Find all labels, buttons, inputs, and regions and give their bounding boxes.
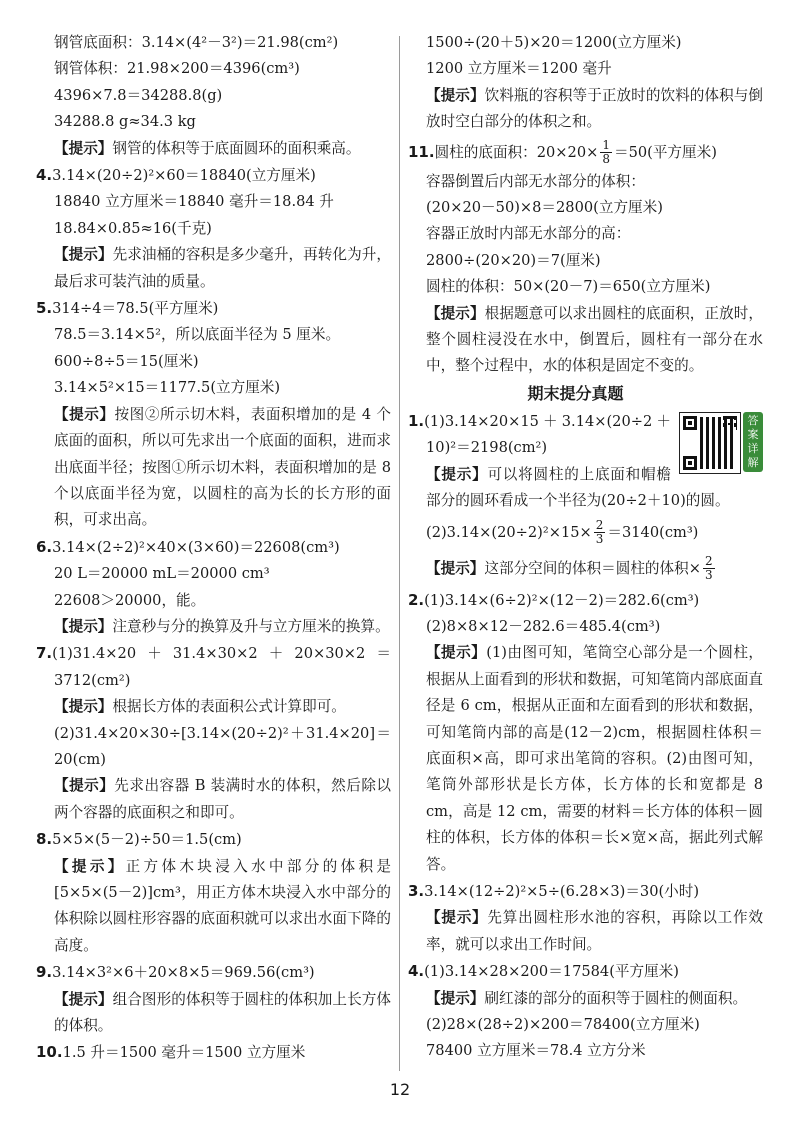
answer-line: 1.5 升＝1500 毫升＝1500 立方厘米 [62,1044,306,1062]
qr-code-icon [679,412,741,474]
hint-label: 【提示】 [426,909,488,927]
answer-line: 容器正放时内部无水部分的高： [426,225,631,243]
hint-text: 这部分空间的体积＝圆柱的体积× [484,559,701,577]
answer-line: 1500÷(20＋5)×20＝1200(立方厘米) [426,34,682,51]
right-column [408,30,763,1065]
hint-label: 【提示】 [54,617,113,635]
page-number: 12 [389,1080,411,1099]
hint-text: 刷红漆的部分的面积等于圆柱的侧面积。 [484,989,748,1007]
hint-text: 先算出圆柱形水池的容积，再除以工作效率，就可以求出工作时间。 [426,909,763,953]
hint-label: 【提示】 [426,644,487,662]
hint-text: 先求出容器 B 装满时水的体积，然后除以两个容器的底面积之和即可。 [54,777,391,821]
hint-paragraph [408,986,763,1012]
answer-line: 22608＞20000，能。 [54,591,206,609]
question-number: 6. [36,537,53,556]
hint-paragraph [36,694,391,720]
question-number: 4. [408,962,425,981]
question-number: 4. [36,166,53,185]
hint-text: 根据长方体的表面积公式计算即可。 [112,698,346,716]
hint-paragraph [408,301,763,380]
question-number: 11. [408,142,435,161]
fraction: $\frac{2}{3}$ [595,518,604,546]
answer-line: 78400 立方厘米＝78.4 立方分米 [426,1042,646,1060]
question-number: 7. [36,644,53,663]
answer-line: (1)3.14×28×200＝17584(平方厘米) [424,963,679,981]
question-number: 2. [408,590,425,609]
answer-line: (1)3.14×(6÷2)²×(12－2)＝282.6(cm³) [424,591,700,609]
hint-text: (1)由图可知，笔筒空心部分是一个圆柱，根据从上面看到的形状和数据，可知笔筒内部底面直径是 6 cm，根据从正面和左面看到的形状和数据，可知笔筒内部的高是(12－2)cm，根据圆柱体积＝底面积×高，即可求出笔筒的容积。(2)由图可知，笔筒外部形状是长方体，长方体的长和宽都是 8 cm，高是 12 cm，需要的材料＝长方体的体积－圆柱的体积，长方体的体积＝长×宽×高，据此列式解答。 [426,644,763,873]
fraction: $\frac{1}{8}$ [602,138,610,167]
answer-line: 圆柱的体积：50×(20－7)＝650(立方厘米) [426,278,711,296]
answer-line: (2)31.4×20×30÷[3.14×(20÷2)²＋31.4×20]＝20(cm) [54,724,391,768]
answer-line: (2)28×(28÷2)×200＝78400(立方厘米) [426,1016,700,1033]
answer-line: (2)8×8×12－282.6＝485.4(cm³) [426,617,661,635]
hint-paragraph [36,242,391,295]
question-number: 1. [408,411,425,430]
answer-line: 5×5×(5－2)÷50＝1.5(cm) [52,831,242,849]
hint-text: 正方体木块浸入水中部分的体积是[5×5×(5－2)]cm³，用正方体木块浸入水中部分的体积除以圆柱形容器的底面积就可以求出水面下降的高度。 [54,857,391,954]
answer-line: 78.5＝3.14×5²，所以底面半径为 5 厘米。 [54,326,341,344]
answer-line: 18840 立方厘米＝18840 毫升＝18.84 升 [54,193,334,211]
answer-line: 钢管底面积：3.14×(4²－3²)＝21.98(cm²) [54,34,339,51]
hint-text: 钢管的体积等于底面圆环的面积乘高。 [112,139,361,157]
hint-label: 【提示】 [426,465,488,483]
hint-text: 按图②所示切木料，表面积增加的是 4 个底面的面积，所以可先求出一个底面的面积，进而求出底面半径；按图①所示切木料，表面积增加的是 8 个以底面半径为宽，以圆柱的高为长的长方形的面积，可求出高。 [54,405,391,529]
answer-line: 314÷4＝78.5(平方厘米) [52,300,219,318]
answer-line: 钢管体积：21.98×200＝4396(cm³) [54,60,300,78]
answer-line: (1)31.4×20＋31.4×30×2＋20×30×2＝3712(cm²) [52,645,391,689]
answer-line: 600÷8÷5＝15(厘米) [54,352,199,370]
answer-detail-badge: 答 案 详 解 [743,412,763,472]
hint-label: 【提示】 [54,990,113,1008]
question-number: 10. [36,1043,63,1062]
hint-label: 【提示】 [426,86,485,104]
hint-label: 【提示】 [54,857,126,875]
section-title: 期末提分真题 [527,383,624,403]
hint-paragraph [36,987,391,1040]
answer-line: 3.14×(2÷2)²×40×(3×60)＝22608(cm³) [52,538,340,556]
hint-text: 注意秒与分的换算及升与立方厘米的换算。 [112,617,390,635]
answer-line: 2800÷(20×20)＝7(厘米) [426,251,601,269]
answer-line: 4396×7.8＝34288.8(g) [54,86,223,104]
hint-label: 【提示】 [54,139,113,157]
answer-line: 3.14×(12÷2)²×5÷(6.28×3)＝30(小时) [424,882,700,900]
hint-label: 【提示】 [426,989,485,1007]
hint-label: 【提示】 [54,246,113,264]
hint-text: 根据题意可以求出圆柱的底面积，正放时，整个圆柱浸没在水中，倒置后，圆柱有一部分在水中，整个过程中，水的体积是固定不变的。 [426,304,763,375]
question-number: 5. [36,299,53,318]
left-column [36,30,391,1067]
answer-line: (20×20－50)×8＝2800(立方厘米) [426,199,663,217]
answer-line: 圆柱的底面积：20×20× [434,143,599,161]
answer-line: ＝50(平方厘米) [613,143,717,161]
hint-label: 【提示】 [54,405,115,423]
hint-paragraph [408,83,763,136]
question-number: 9. [36,963,53,982]
answer-line: 3.14×(20÷2)²×60＝18840(立方厘米) [52,167,316,185]
answer-line: 20 L＝20000 mL＝20000 cm³ [54,565,270,583]
answer-line: 3.14×5²×15＝1177.5(立方厘米) [54,379,281,397]
hint-paragraph [36,773,391,826]
column-divider [399,36,400,1071]
hint-text: 组合图形的体积等于圆柱的体积加上长方体的体积。 [54,990,391,1035]
hint-paragraph [408,905,763,958]
hint-label: 【提示】 [54,698,113,716]
hint-label: 【提示】 [426,559,485,577]
answer-line: 34288.8 g≈34.3 kg [54,113,196,131]
hint-paragraph [408,551,763,587]
answer-line: 18.84×0.85≈16(千克) [54,219,212,237]
answer-line: (2)3.14×(20÷2)²×15× [426,523,592,541]
fraction: $\frac{2}{3}$ [704,554,713,582]
hint-text: 饮料瓶的容积等于正放时的饮料的体积与倒放时空白部分的体积之和。 [426,86,763,131]
hint-label: 【提示】 [426,304,485,322]
question-number: 8. [36,830,53,849]
hint-text: 先求油桶的容积是多少毫升，再转化为升，最后求可装汽油的质量。 [54,246,391,290]
hint-paragraph [408,640,763,878]
hint-paragraph [36,614,391,640]
hint-text: 可以将圆柱的上底面和帽檐部分的圆环看成一个半径为(20÷2＋10)的圆。 [426,465,730,510]
answer-line: 1200 立方厘米＝1200 毫升 [426,60,612,78]
answer-line: 3.14×3²×6＋20×8×5＝969.56(cm³) [52,964,315,982]
hint-paragraph [36,402,391,534]
answer-qr-code[interactable] [679,412,763,474]
answer-line: 容器倒置后内部无水部分的体积： [426,172,645,190]
hint-paragraph [36,854,391,960]
answer-line: ＝3140(cm³) [607,523,699,541]
hint-label: 【提示】 [54,777,115,795]
answer-line: (1)3.14×20×15＋3.14×(20÷2＋10)²＝2198(cm²) [424,412,671,457]
question-number: 3. [408,881,425,900]
hint-paragraph [36,136,391,162]
